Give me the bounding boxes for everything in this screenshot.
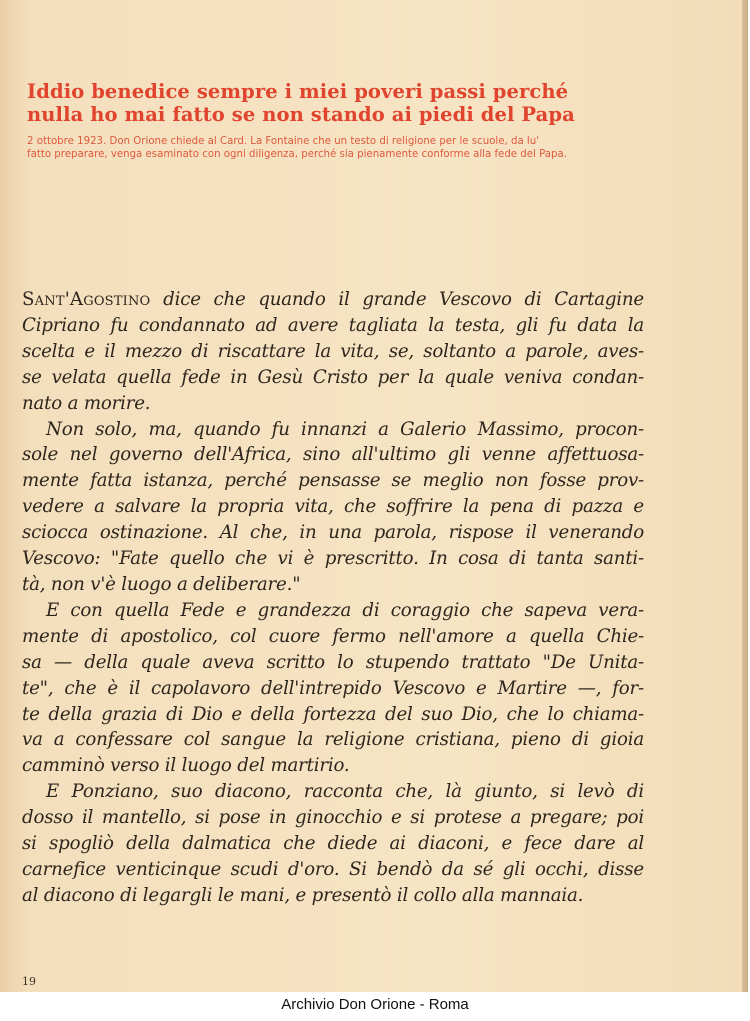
archive-footer: Archivio Don Orione - Roma [281,996,469,1013]
text-line: Sant'Agostino dice che quando il grande Vescovo di Cartagine [22,289,644,310]
text-line: va a confessare col sangue la religione cristiana, pieno di gioia [22,729,644,751]
text-line: carnefice venticinque scudi d'oro. Si bendò da sé gli occhi, disse [22,858,644,880]
text-line: sciocca ostinazione. Al che, in una parola, rispose il venerando [22,522,644,544]
text-line: scelta e il mezzo di riscattare la vita, se, soltanto a parole, aves- [22,340,644,362]
text-line: sa — della quale aveva scritto lo stupendo trattato "De Unita- [22,651,644,673]
text-line: E con quella Fede e grandezza di coraggio che sapeva vera- [46,599,644,621]
text-line: tà, non v'è luogo a deliberare." [22,573,301,595]
text-line: te della grazia di Dio e della fortezza del suo Dio, che lo chiama- [22,703,644,725]
text-line: vedere a salvare la propria vita, che soffrire la pena di pazza e [22,496,644,518]
body-text [22,287,644,909]
text-line: si spogliò della dalmatica che diede ai diaconi, e fece dare al [22,833,644,855]
caption-line: fatto preparare, venga esaminato con ogni diligenza, perché sia pienamente conforme alla fede del Papa. [27,149,567,160]
text-line: te", che è il capolavoro dell'intrepido Vescovo e Martire —, for- [22,677,644,699]
text-line: al diacono di legargli le mani, e presentò il collo alla mannaia. [22,884,584,906]
text-line: se velata quella fede in Gesù Cristo per la quale veniva condan- [22,366,644,388]
text-line: Vescovo: "Fate quello che vi è prescritto. In cosa di tanta santi- [22,548,644,570]
text-line: nato a morire. [22,392,151,414]
first-word: Sant'Agostino [22,289,151,310]
text-line: Cipriano fu condannato ad avere tagliata la testa, gli fu data la [22,314,644,336]
chapter-title-line: nulla ho mai fatto se non stando ai piedi del Papa [27,103,575,126]
text-line: sole nel governo dell'Africa, sino all'ultimo gli venne affettuosa- [22,444,644,466]
text-line: E Ponziano, suo diacono, racconta che, là giunto, si levò di [46,781,644,803]
chapter-title-line: Iddio benedice sempre i miei poveri passi perché [27,80,569,103]
text-line: dosso il mantello, si pose in ginocchio e si protese a pregare; poi [22,807,644,829]
chapter-title [27,80,727,126]
caption-line: 2 ottobre 1923. Don Orione chiede al Card. La Fontaine che un testo di religione per le scuole, da lu' [27,136,540,147]
text-line: camminò verso il luogo del martirio. [22,755,350,777]
page-number: 19 [22,975,36,988]
chapter-caption [27,135,727,161]
text-line: mente di apostolico, col cuore fermo nell'amore a quella Chie- [22,625,644,647]
text-line: mente fatta istanza, perché pensasse se meglio non fosse prov- [22,470,644,492]
text-line: Non solo, ma, quando fu innanzi a Galerio Massimo, procon- [46,418,644,440]
